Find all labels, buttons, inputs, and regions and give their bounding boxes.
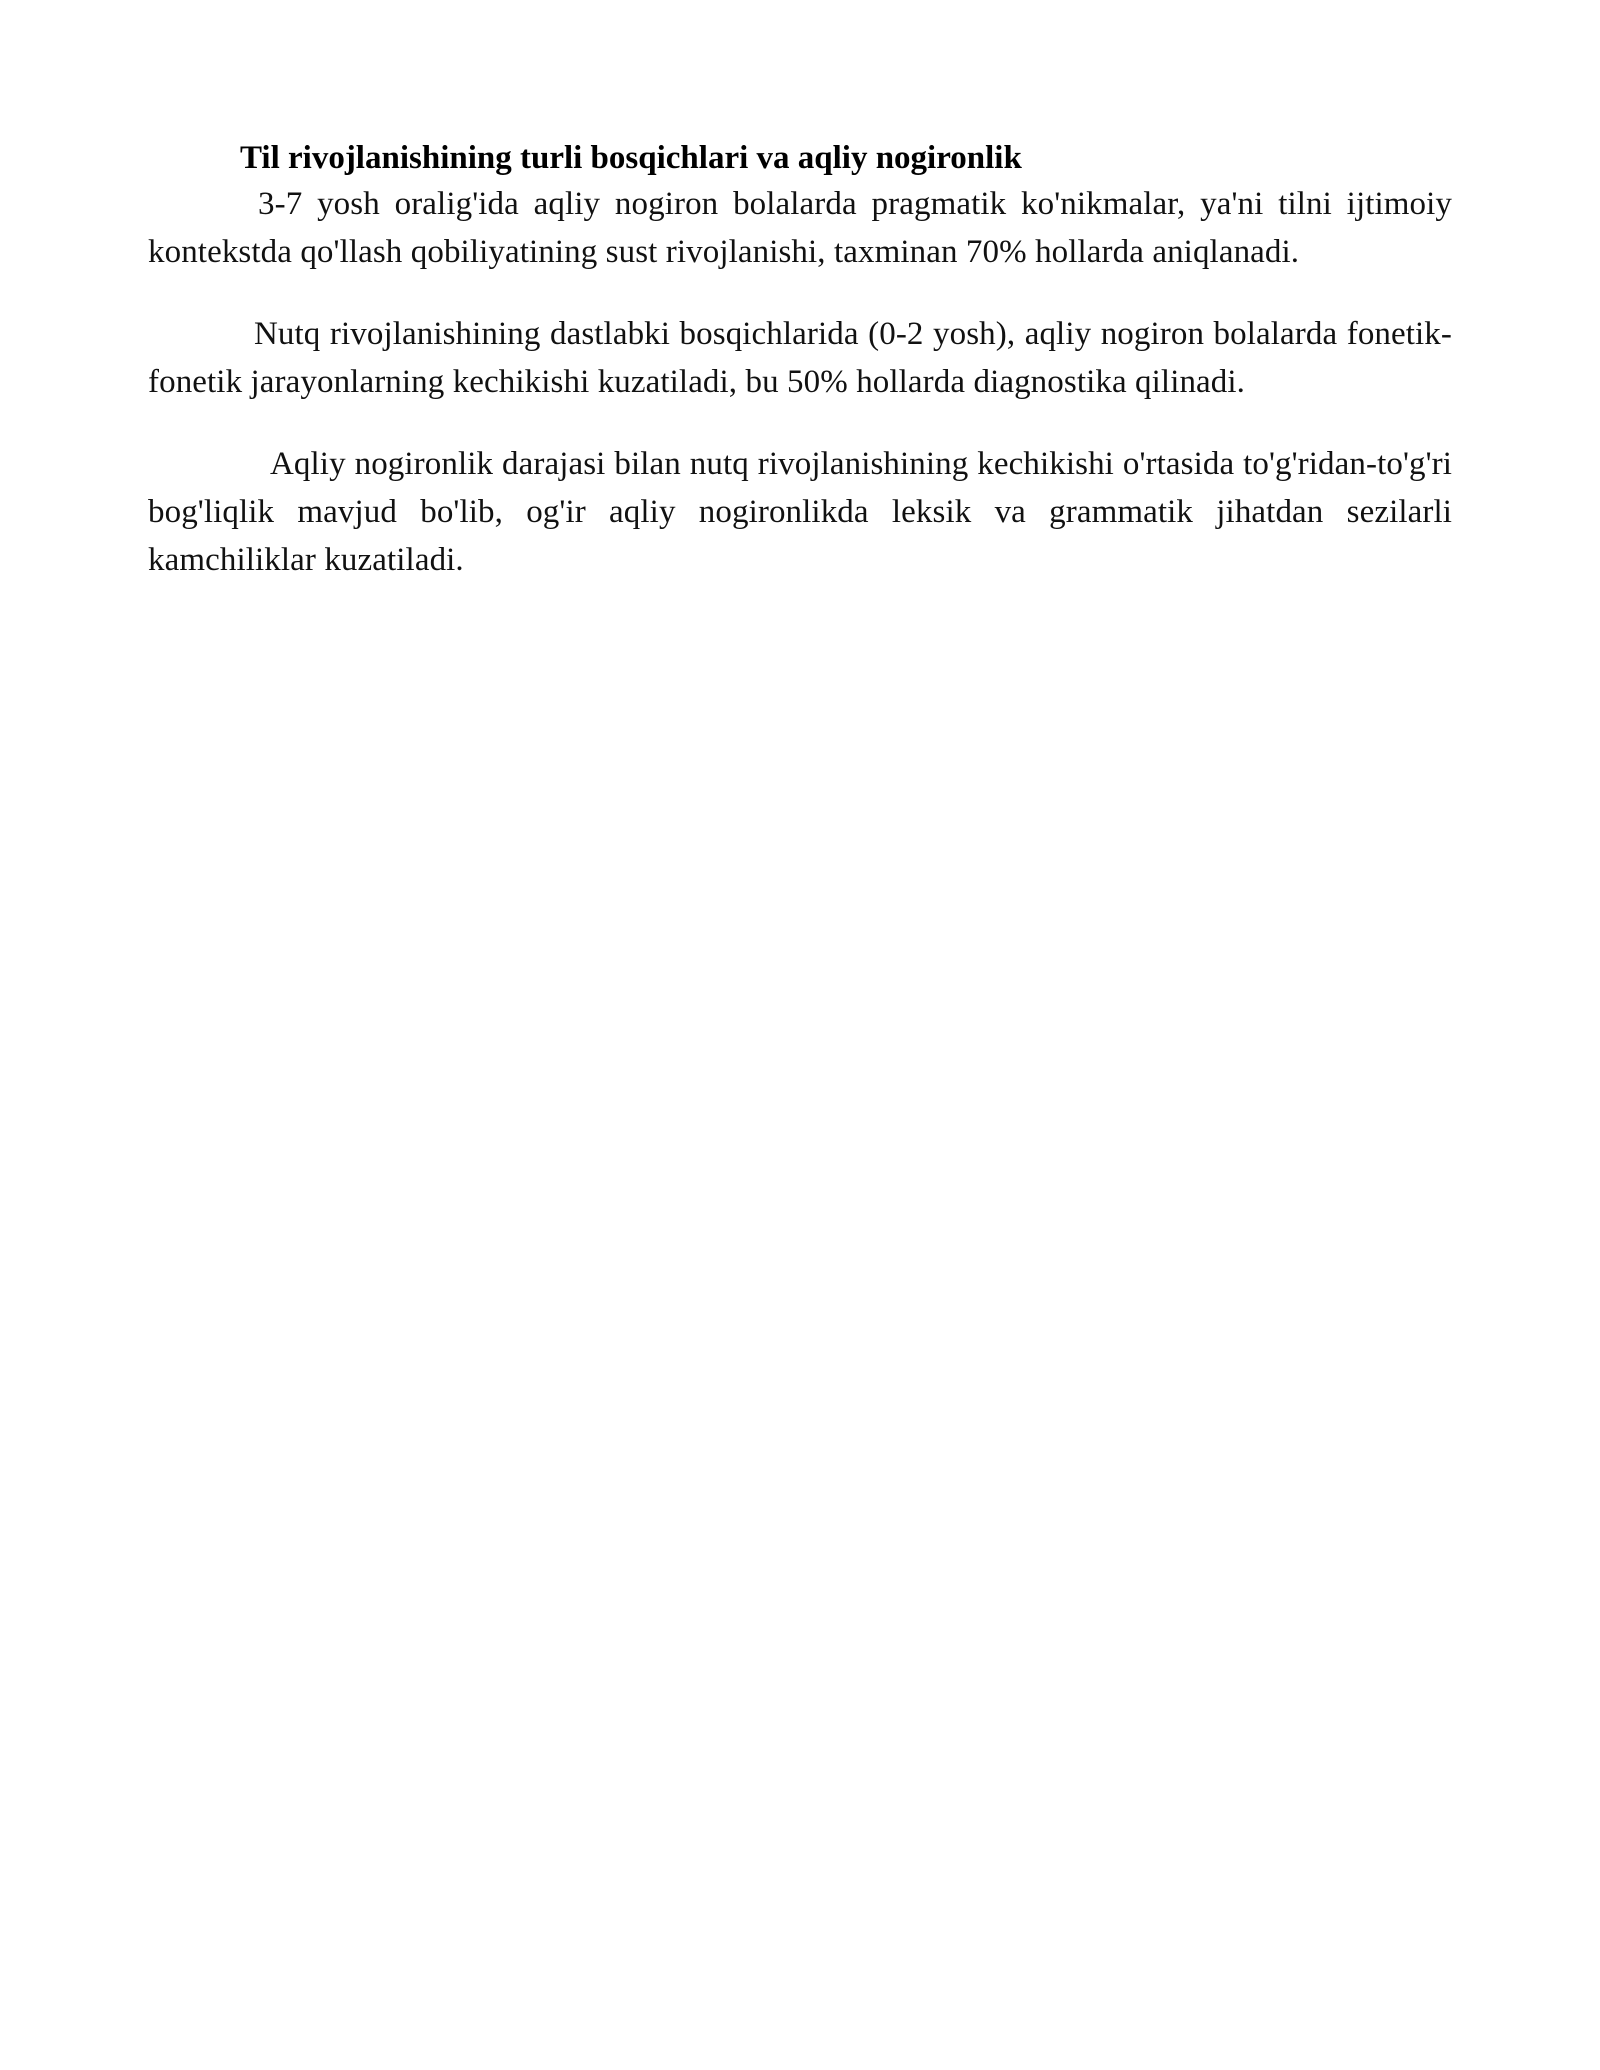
paragraph-disability-severity: Aqliy nogironlik darajasi bilan nutq rivojlanishining kechikishi o'rtasida to'g'ridan-to'g'ri bog'liqlik mavjud bo'lib, og'ir aqliy nogironlikda leksik va grammatik jihatdan sezilarli kamchiliklar kuzatiladi. [148,446,1452,578]
document-title: Til rivojlanishining turli bosqichlari va aqliy nogironlik [240,140,1022,176]
paragraph-pragmatic-skills: 3-7 yosh oralig'ida aqliy nogiron bolalarda pragmatik ko'nikmalar, ya'ni tilni ijtimoiy kontekstda qo'llash qobiliyatining sust rivojlanishi, taxminan 70% hollarda aniqlanadi. [148,186,1452,270]
document-body [148,136,1452,584]
paragraph-early-speech-stages: Nutq rivojlanishining dastlabki bosqichlarida (0-2 yosh), aqliy nogiron bolalarda fonetik-fonetik jarayonlarning kechikishi kuzatiladi, bu 50% hollarda diagnostika qilinadi. [148,316,1452,400]
